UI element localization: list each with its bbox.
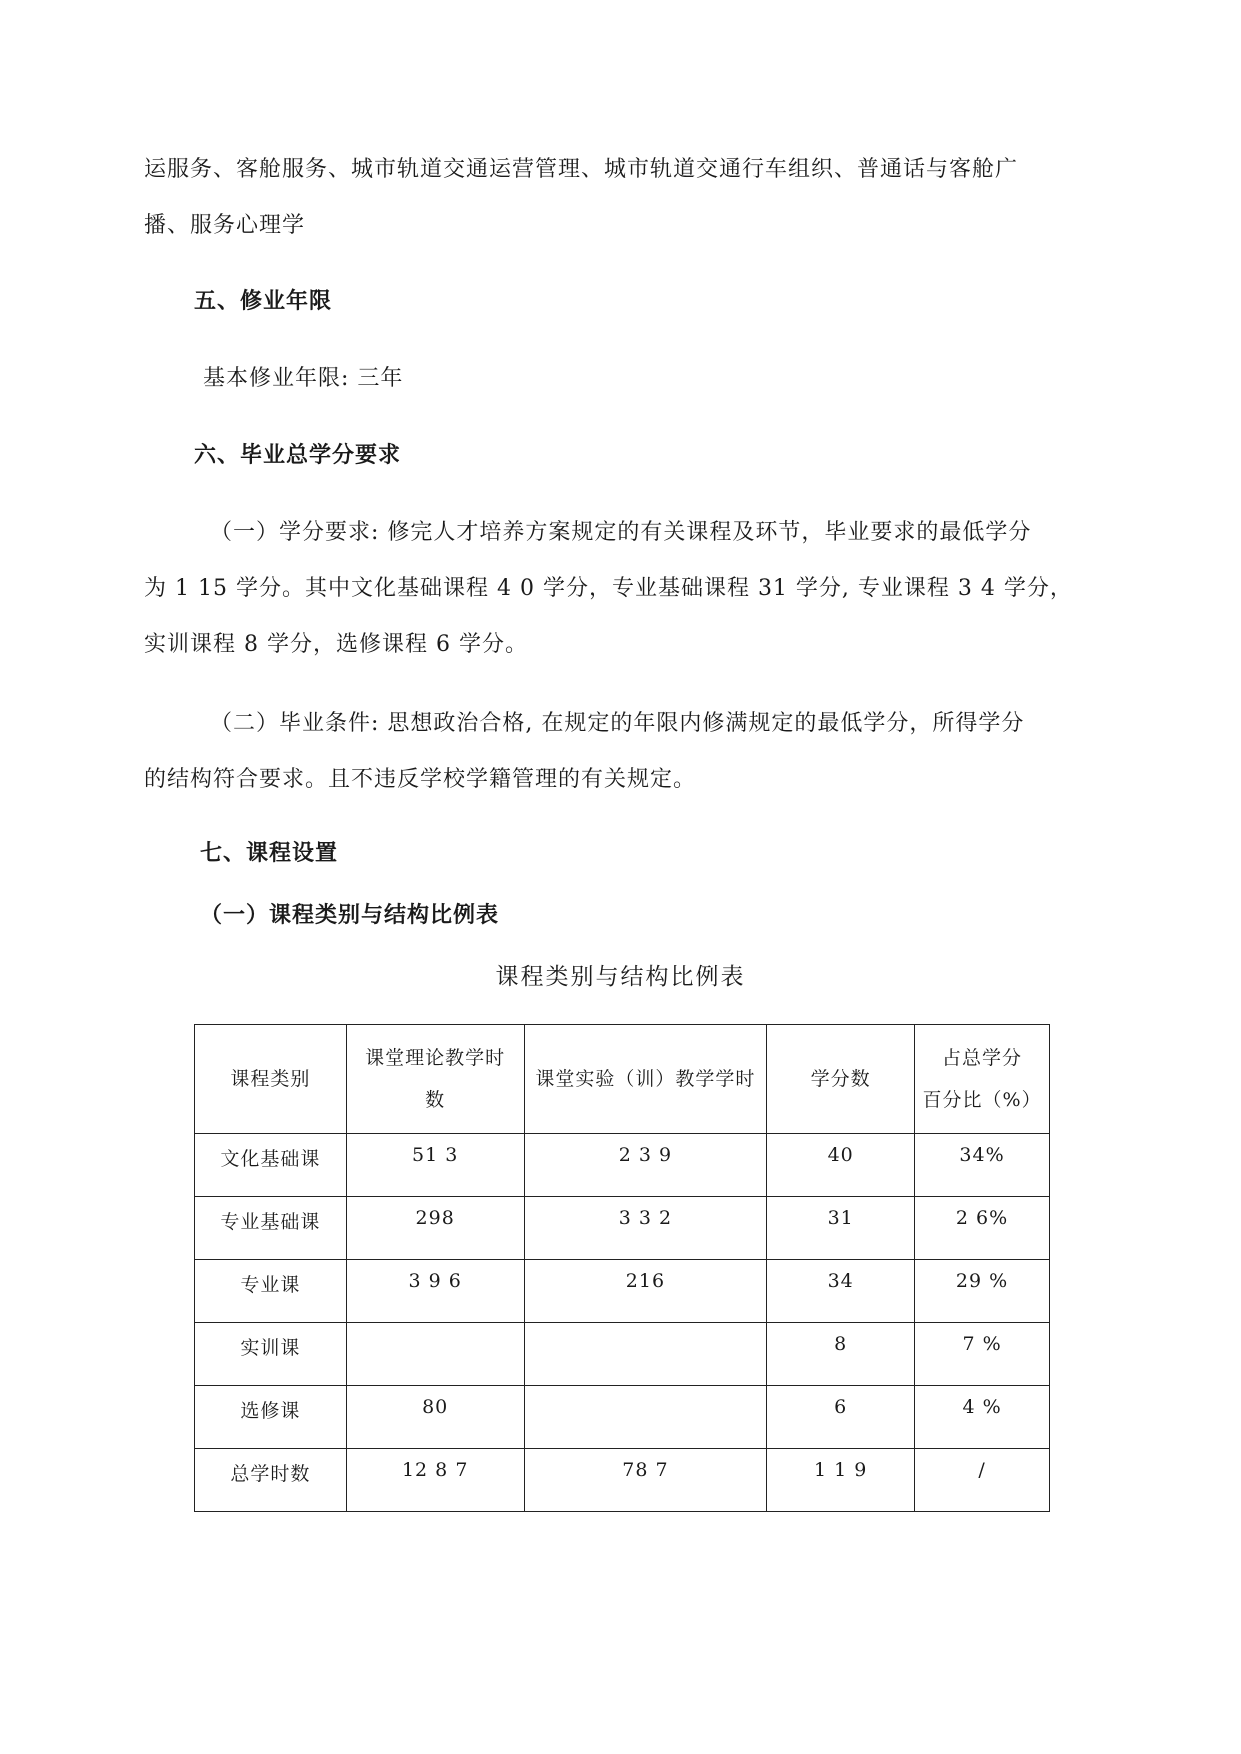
table-caption: 课程类别与结构比例表 bbox=[495, 964, 746, 990]
table-row bbox=[195, 1260, 1050, 1323]
header-course-category: 课程类别 bbox=[195, 1025, 347, 1134]
cell-percent: 4 % bbox=[915, 1386, 1050, 1449]
section5-text: 基本修业年限: 三年 bbox=[203, 366, 404, 391]
cell-practice-hours: 216 bbox=[524, 1260, 767, 1323]
table-row bbox=[195, 1134, 1050, 1197]
header-theory-hours-line1: 课堂理论教学时 bbox=[365, 1047, 506, 1069]
header-percent-line2: 百分比（%） bbox=[922, 1089, 1042, 1111]
cell-percent: 2 6% bbox=[915, 1197, 1050, 1260]
header-credits: 学分数 bbox=[767, 1025, 915, 1134]
credits-paragraph-line-1: （一）学分要求: 修完人才培养方案规定的有关课程及环节，毕业要求的最低学分 bbox=[210, 520, 1032, 545]
cell-credits: 40 bbox=[767, 1134, 915, 1197]
section7-subheading: （一）课程类别与结构比例表 bbox=[200, 903, 500, 928]
cell-theory-hours: 298 bbox=[346, 1197, 524, 1260]
header-theory-hours bbox=[346, 1025, 524, 1134]
credits-paragraph-line-3: 实训课程 8 学分，选修课程 6 学分。 bbox=[144, 632, 528, 657]
header-percent-line1: 占总学分 bbox=[942, 1047, 1023, 1069]
cell-category: 专业课 bbox=[195, 1260, 347, 1323]
cell-practice-hours: 2 3 9 bbox=[524, 1134, 767, 1197]
graduation-paragraph-line-1: （二）毕业条件: 思想政治合格, 在规定的年限内修满规定的最低学分，所得学分 bbox=[210, 711, 1025, 736]
table-header-row bbox=[195, 1025, 1050, 1134]
header-practice-hours: 课堂实验（训）教学学时 bbox=[524, 1025, 767, 1134]
cell-percent: 29 % bbox=[915, 1260, 1050, 1323]
cell-theory-hours: 3 9 6 bbox=[346, 1260, 524, 1323]
cell-theory-hours: 12 8 7 bbox=[346, 1449, 524, 1512]
cell-practice-hours bbox=[524, 1323, 767, 1386]
cell-percent: 34% bbox=[915, 1134, 1050, 1197]
section6-heading: 六、毕业总学分要求 bbox=[194, 443, 402, 468]
cell-category: 文化基础课 bbox=[195, 1134, 347, 1197]
cell-credits: 1 1 9 bbox=[767, 1449, 915, 1512]
cell-practice-hours: 3 3 2 bbox=[524, 1197, 767, 1260]
header-percent bbox=[915, 1025, 1050, 1134]
credits-paragraph-line-2: 为 1 15 学分。其中文化基础课程 4 0 学分，专业基础课程 31 学分, 专业课程 3 4 学分， bbox=[144, 576, 1073, 601]
cell-category: 总学时数 bbox=[195, 1449, 347, 1512]
table-row bbox=[195, 1197, 1050, 1260]
cell-category: 实训课 bbox=[195, 1323, 347, 1386]
intro-line-1: 运服务、客舱服务、城市轨道交通运营管理、城市轨道交通行车组织、普通话与客舱广 bbox=[144, 157, 1019, 182]
header-theory-hours-line2: 数 bbox=[425, 1089, 446, 1111]
intro-line-2: 播、服务心理学 bbox=[144, 213, 306, 238]
table-row bbox=[195, 1323, 1050, 1386]
cell-credits: 8 bbox=[767, 1323, 915, 1386]
cell-credits: 31 bbox=[767, 1197, 915, 1260]
cell-credits: 6 bbox=[767, 1386, 915, 1449]
graduation-paragraph-line-2: 的结构符合要求。且不违反学校学籍管理的有关规定。 bbox=[144, 767, 697, 792]
section7-heading: 七、课程设置 bbox=[200, 841, 339, 866]
cell-theory-hours bbox=[346, 1323, 524, 1386]
cell-category: 专业基础课 bbox=[195, 1197, 347, 1260]
cell-credits: 34 bbox=[767, 1260, 915, 1323]
cell-percent: 7 % bbox=[915, 1323, 1050, 1386]
cell-theory-hours: 51 3 bbox=[346, 1134, 524, 1197]
table-row bbox=[195, 1386, 1050, 1449]
cell-practice-hours: 78 7 bbox=[524, 1449, 767, 1512]
cell-theory-hours: 80 bbox=[346, 1386, 524, 1449]
cell-practice-hours bbox=[524, 1386, 767, 1449]
cell-percent: / bbox=[915, 1449, 1050, 1512]
course-structure-table bbox=[194, 1024, 1050, 1512]
cell-category: 选修课 bbox=[195, 1386, 347, 1449]
table-total-row bbox=[195, 1449, 1050, 1512]
section5-heading: 五、修业年限 bbox=[194, 289, 333, 314]
